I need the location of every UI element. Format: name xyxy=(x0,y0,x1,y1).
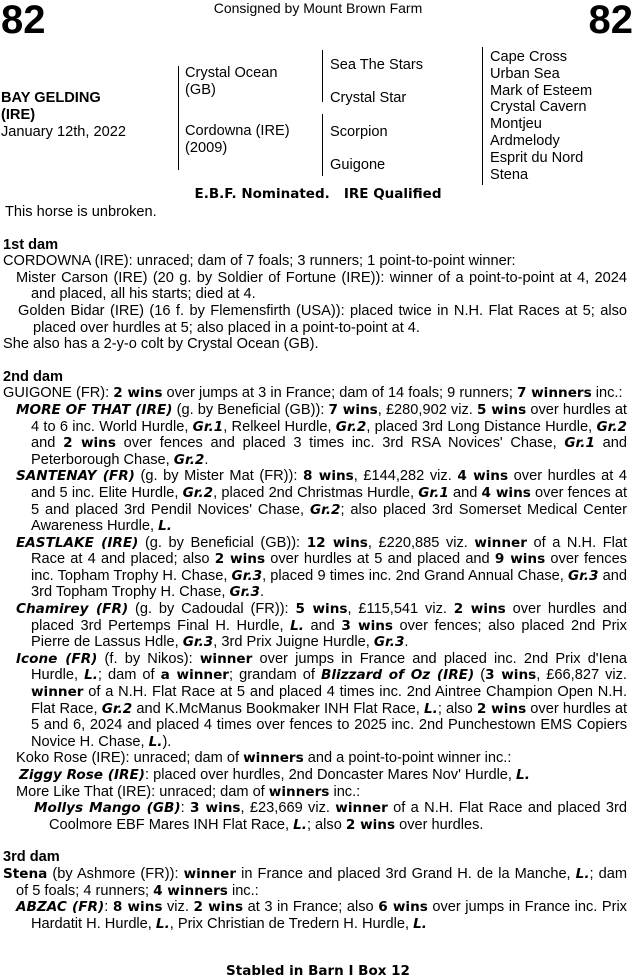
second-dam-intro: GUIGONE (FR): 2 wins over jumps at 3 in France; dam of 14 foals; 9 runners; 7 winners inc.: xyxy=(3,385,623,402)
consignor: Consigned by Mount Brown Farm xyxy=(213,0,423,16)
sire-name: Crystal Ocean xyxy=(185,65,278,81)
sire-sire: Sea The Stars xyxy=(330,57,424,73)
offspring-abzac: ABZAC (FR): 8 wins viz. 2 wins at 3 in France; also 6 wins over jumps in France inc. Prix Hardatit H. Hurdle, L., Prix Christian de Tredern H. Hurdle, L. xyxy=(16,899,627,932)
ire-note: IRE Qualified xyxy=(343,186,442,202)
lot-number-left: 82 xyxy=(1,0,46,42)
ebf-note: E.B.F. Nominated. xyxy=(194,186,330,202)
pedigree-bracket-2a xyxy=(322,50,323,102)
g4-2: Mark of Esteem xyxy=(490,82,593,99)
g4-3: Crystal Cavern xyxy=(490,99,587,116)
g4-4: Montjeu xyxy=(490,116,542,133)
lot-number-right: 82 xyxy=(588,0,633,42)
sire-origin: (GB) xyxy=(185,81,216,98)
pedigree-sire xyxy=(185,65,277,99)
horse-sex-colour: BAY GELDING xyxy=(1,90,101,106)
pedigree-bracket-1 xyxy=(178,66,179,170)
pedigree-bracket-2b xyxy=(322,114,323,176)
qualification-notes xyxy=(0,186,636,203)
g4-0: Cape Cross xyxy=(490,49,568,65)
unbroken-note: This horse is unbroken. xyxy=(5,204,157,220)
dam-dam: Guigone xyxy=(330,157,386,173)
third-dam-intro: Stena (by Ashmore (FR)): winner in France and placed 3rd Grand H. de la Manche, L.; dam of 5 foals; 4 runners; 4 winners inc.: xyxy=(3,865,628,899)
horse-origin: (IRE) xyxy=(1,106,36,123)
offspring-santenay: SANTENAY (FR) (g. by Mister Mat (FR)): 8 wins, £144,282 viz. 4 wins over hurdles at 4 and 5 inc. Elite Hurdle, Gr.2, placed 2nd Christmas Hurdle, Gr.1 and 4 wins over fences at 5 and placed 3rd Pendil Novices' Chase, Gr.2; also placed 3rd Somerset Medical Center Awareness Hurdle, L. xyxy=(16,468,627,535)
catalogue-body xyxy=(3,204,627,932)
offspring-more-of-that: MORE OF THAT (IRE) (g. by Beneficial (GB)): 7 wins, £280,902 viz. 5 wins over hurdles at 4 to 6 inc. World Hurdle, Gr.1, Relkeel Hurdle, Gr.2, placed 3rd Long Distance Hurdle, Gr.2 and 2 wins over fences and placed 3 times inc. 3rd RSA Novices' Chase, Gr.1 and Peterborough Chase, Gr.2. xyxy=(16,401,628,468)
horse-description xyxy=(1,90,101,123)
offspring-chamirey: Chamirey (FR) (g. by Cadoudal (FR)): 5 wins, £115,541 viz. 2 wins over hurdles and placed 3rd Pertemps Final H. Hurdle, L. and 3 wins over fences; also placed 2nd Prix Pierre de Lassus Hdle, Gr.3, 3rd Prix Juigne Hurdle, Gr.3. xyxy=(16,601,627,651)
dam-sire: Scorpion xyxy=(330,124,388,140)
first-dam-offspring-2: Golden Bidar (IRE) (16 f. by Flemensfirth (USA)): placed twice in N.H. Flat Races at 5; also placed over hurdles at 5; also placed in a point-to-point at 4. xyxy=(18,302,627,336)
pedigree-bracket-3 xyxy=(482,47,483,185)
offspring-eastlake: EASTLAKE (IRE) (g. by Beneficial (GB)): 12 wins, £220,885 viz. winner of a N.H. Flat Race at 4 and placed; also 2 wins over hurdles at 5 and placed and 9 wins over fences inc. Topham Trophy H. Chase, Gr.3, placed 9 times inc. 2nd Grand Annual Chase, Gr.3 and 3rd Topham Trophy H. Chase, Gr.3. xyxy=(16,534,628,601)
dam-year: (2009) xyxy=(185,139,228,156)
g4-1: Urban Sea xyxy=(490,65,560,82)
first-dam-intro: CORDOWNA (IRE): unraced; dam of 7 foals; 3 runners; 1 point-to-point winner: xyxy=(3,253,516,270)
first-dam-offspring-1: Mister Carson (IRE) (20 g. by Soldier of Fortune (IRE)): winner of a point-to-point at 4, 2024 and placed, all his starts; died at 4. xyxy=(16,269,627,303)
third-dam-heading: 3rd dam xyxy=(3,849,60,866)
offspring-more-like-that: More Like That (IRE): unraced; dam of winners inc.: xyxy=(16,783,361,800)
grandoffspring-mollys-mango: Mollys Mango (GB): 3 wins, £23,669 viz. winner of a N.H. Flat Race and placed 3rd Coolmore EBF Mares INH Flat Race, L.; also 2 wins over hurdles. xyxy=(34,800,627,833)
fourth-generation xyxy=(490,49,592,183)
first-dam-also: She also has a 2-y-o colt by Crystal Ocean (GB). xyxy=(3,336,319,353)
g4-6: Esprit du Nord xyxy=(490,149,584,166)
offspring-icone: Icone (FR) (f. by Nikos): winner over jumps in France and placed inc. 2nd Prix d'Iena Hurdle, L.; dam of a winner; grandam of Blizzard of Oz (IRE) (3 wins, £66,827 viz. winner of a N.H. Flat Race at 5 and placed 4 times inc. 2nd Aintree Champion Open N.H. Flat Race, Gr.2 and K.McManus Bookmaker INH Flat Race, L.; also 2 wins over hurdles at 5 and 6, 2024 and placed 4 times over fences to 2025 inc. 2nd Punchestown EMS Copiers Novice H. Chase, L.). xyxy=(16,650,627,750)
grandoffspring-ziggy-rose: Ziggy Rose (IRE): placed over hurdles, 2nd Doncaster Mares Nov' Hurdle, L. xyxy=(19,767,530,783)
g4-5: Ardmelody xyxy=(490,132,560,149)
first-dam-heading: 1st dam xyxy=(3,236,59,253)
second-dam-heading: 2nd dam xyxy=(3,368,64,385)
foaling-date: January 12th, 2022 xyxy=(1,124,126,140)
dam-name: Cordowna (IRE) xyxy=(185,123,290,139)
g4-7: Stena xyxy=(490,166,529,183)
stabling-footer: Stabled in Barn I Box 12 xyxy=(226,963,410,979)
sire-dam: Crystal Star xyxy=(330,90,407,106)
offspring-koko-rose: Koko Rose (IRE): unraced; dam of winners and a point-to-point winner inc.: xyxy=(16,750,512,767)
pedigree-dam xyxy=(185,123,290,157)
